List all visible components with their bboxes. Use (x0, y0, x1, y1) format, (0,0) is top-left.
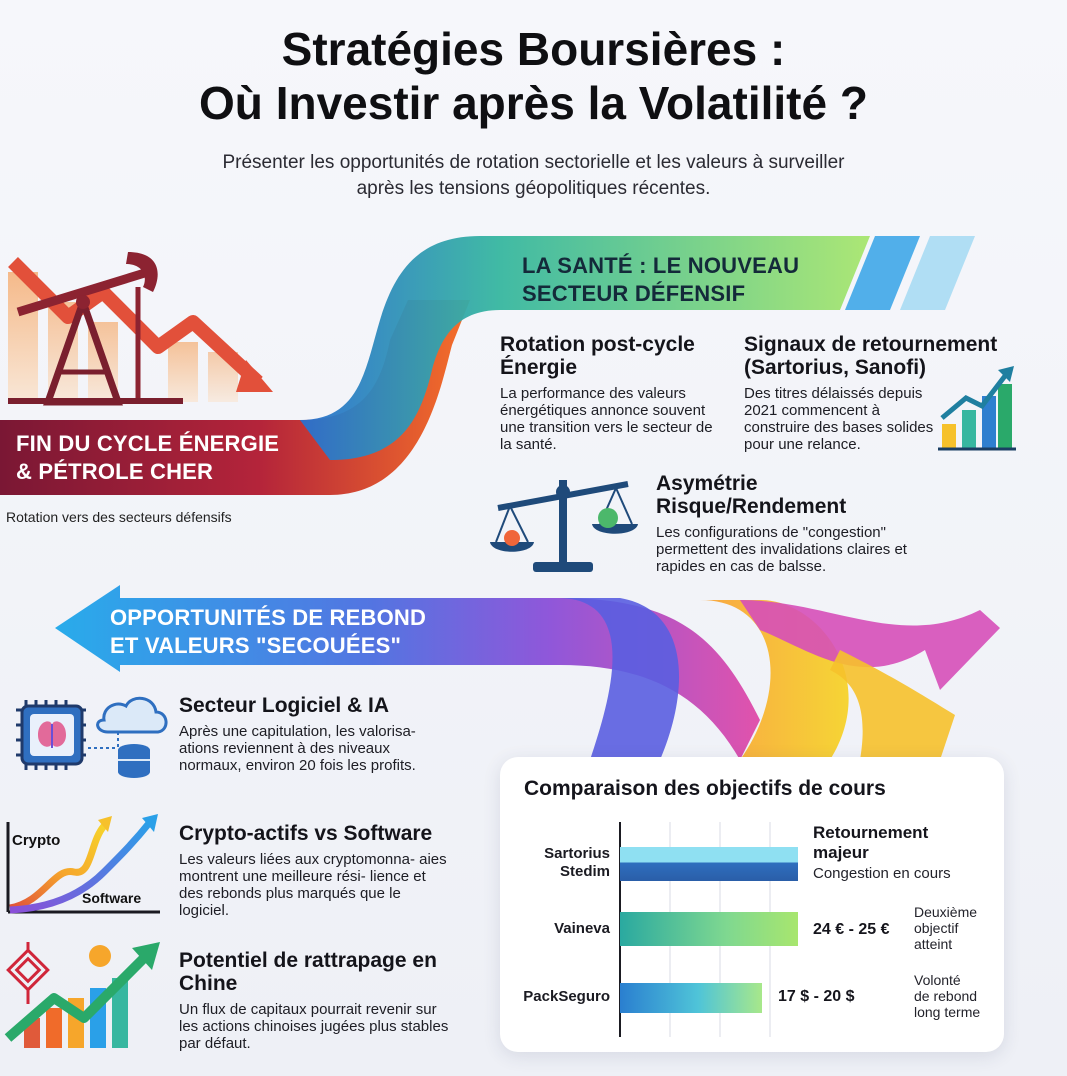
energy-caption: Rotation vers des secteurs défensifs (6, 509, 232, 525)
comparison-title: Comparaison des objectifs de cours (524, 777, 886, 800)
oil-pump-icon (8, 232, 278, 407)
rebound-item-crypto: Crypto-actifs vs Software Les valeurs liées aux cryptomonna- aies montrent une meilleure rési- lience et des rebonds plus marqués que le logiciel. (179, 822, 447, 919)
growth-chart-icon (938, 362, 1018, 452)
row-label-packseguro: PackSeguro (523, 988, 610, 1005)
row-label-sartorius: Sartorius Stedim (544, 845, 610, 880)
crypto-software-chart (4, 812, 164, 916)
bar-sartorius (620, 847, 798, 881)
health-banner: LA SANTÉ : LE NOUVEAU SECTEUR DÉFENSIF (522, 253, 800, 306)
rebound-item-china: Potentiel de rattrapage en Chine Un flux de capitaux pourrait revenir sur les actions chinoises jugées plus stables par défaut. (179, 949, 449, 1052)
page-title: Stratégies Boursières : Où Investir après la Volatilité ? (199, 23, 868, 129)
bar-vaineva (620, 912, 798, 946)
health-item-signals: Signaux de retournement (Sartorius, Sanofi) Des titres délaissés depuis 2021 commencent à construire des bases solides pour une relance. (744, 333, 998, 453)
row-heading-sartorius: Retournement majeur (813, 823, 929, 862)
ai-chip-cloud-icon (12, 690, 172, 780)
energy-banner: FIN DU CYCLE ÉNERGIE & PÉTROLE CHER (16, 431, 280, 484)
software-label: Software (82, 890, 142, 906)
row-value-vaineva: 24 € - 25 € (813, 921, 890, 938)
health-item-asymmetry: Asymétrie Risque/Rendement Les configurations de "congestion" permettent des invalidations claires et rapides en cas de balsse. (656, 472, 907, 575)
rebound-banner: OPPORTUNITÉS DE REBOND ET VALEURS "SECOUÉES" (110, 605, 427, 658)
row-label-vaineva: Vaineva (554, 920, 610, 937)
row-note-packseguro: Volonté de rebond long terme (914, 972, 981, 1020)
row-note-vaineva: Deuxième objectif atteint (914, 904, 978, 952)
health-item-rotation: Rotation post-cycle Énergie La performance des valeurs énergétiques annonce souvent une transition vers le secteur de la santé. (500, 333, 713, 453)
row-note-sartorius: Congestion en cours (813, 865, 951, 882)
row-value-packseguro: 17 $ - 20 $ (778, 988, 855, 1005)
balance-scale-icon (488, 470, 638, 580)
crypto-label: Crypto (12, 832, 61, 849)
china-growth-icon (4, 938, 164, 1053)
bar-packseguro (620, 983, 762, 1013)
comparison-card (500, 757, 1004, 1052)
page-subtitle: Présenter les opportunités de rotation sectorielle et les valeurs à surveiller après les tensions géopolitiques récentes. (222, 152, 845, 199)
rebound-item-software: Secteur Logiciel & IA Après une capitulation, les valorisa- ations reviennent à des niveaux normaux, environ 20 fois les profits. (179, 694, 416, 774)
